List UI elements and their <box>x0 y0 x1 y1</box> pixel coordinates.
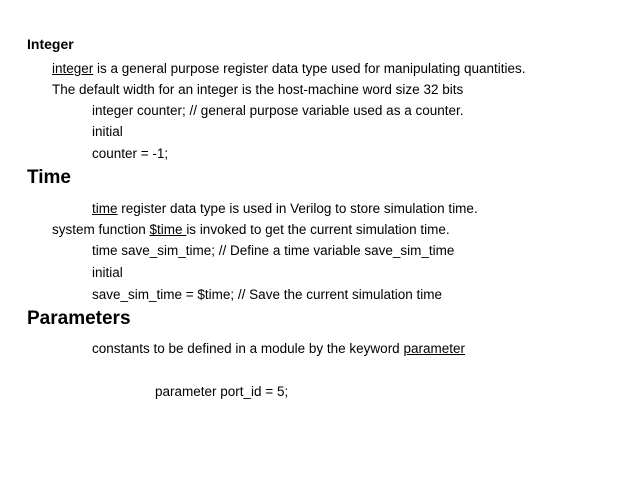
integer-default-width: The default width for an integer is the host-machine word size 32 bits <box>52 82 464 97</box>
integer-description-text: is a general purpose register data type used for manipulating quantities. <box>93 61 526 76</box>
time-keyword: time <box>92 201 118 216</box>
time-description-text: register data type is used in Verilog to store simulation time. <box>117 201 478 216</box>
time-description <box>92 200 478 217</box>
time-code-line: time save_sim_time; // Define a time variable save_sim_time <box>92 243 455 258</box>
time-code-line: save_sim_time = $time; // Save the current simulation time <box>92 287 443 302</box>
parameters-description <box>92 340 465 357</box>
integer-code-line: integer counter; // general purpose variable used as a counter. <box>92 103 464 118</box>
parameters-heading: Parameters <box>27 308 131 329</box>
time-system-function <box>52 221 450 238</box>
time-heading: Time <box>27 167 72 188</box>
integer-code-line: counter = -1; <box>92 146 169 161</box>
parameter-keyword: parameter <box>403 341 465 356</box>
integer-description <box>52 60 526 77</box>
parameters-code-line: parameter port_id = 5; <box>155 384 289 399</box>
integer-keyword: integer <box>52 61 94 76</box>
system-function-prefix: system function <box>52 222 150 237</box>
parameters-description-text: constants to be defined in a module by the keyword <box>92 341 404 356</box>
integer-code-line: initial <box>92 124 123 139</box>
system-function-keyword: $time <box>149 222 187 237</box>
time-code-line: initial <box>92 265 123 280</box>
system-function-text: is invoked to get the current simulation time. <box>186 222 450 237</box>
integer-heading: Integer <box>27 36 74 52</box>
